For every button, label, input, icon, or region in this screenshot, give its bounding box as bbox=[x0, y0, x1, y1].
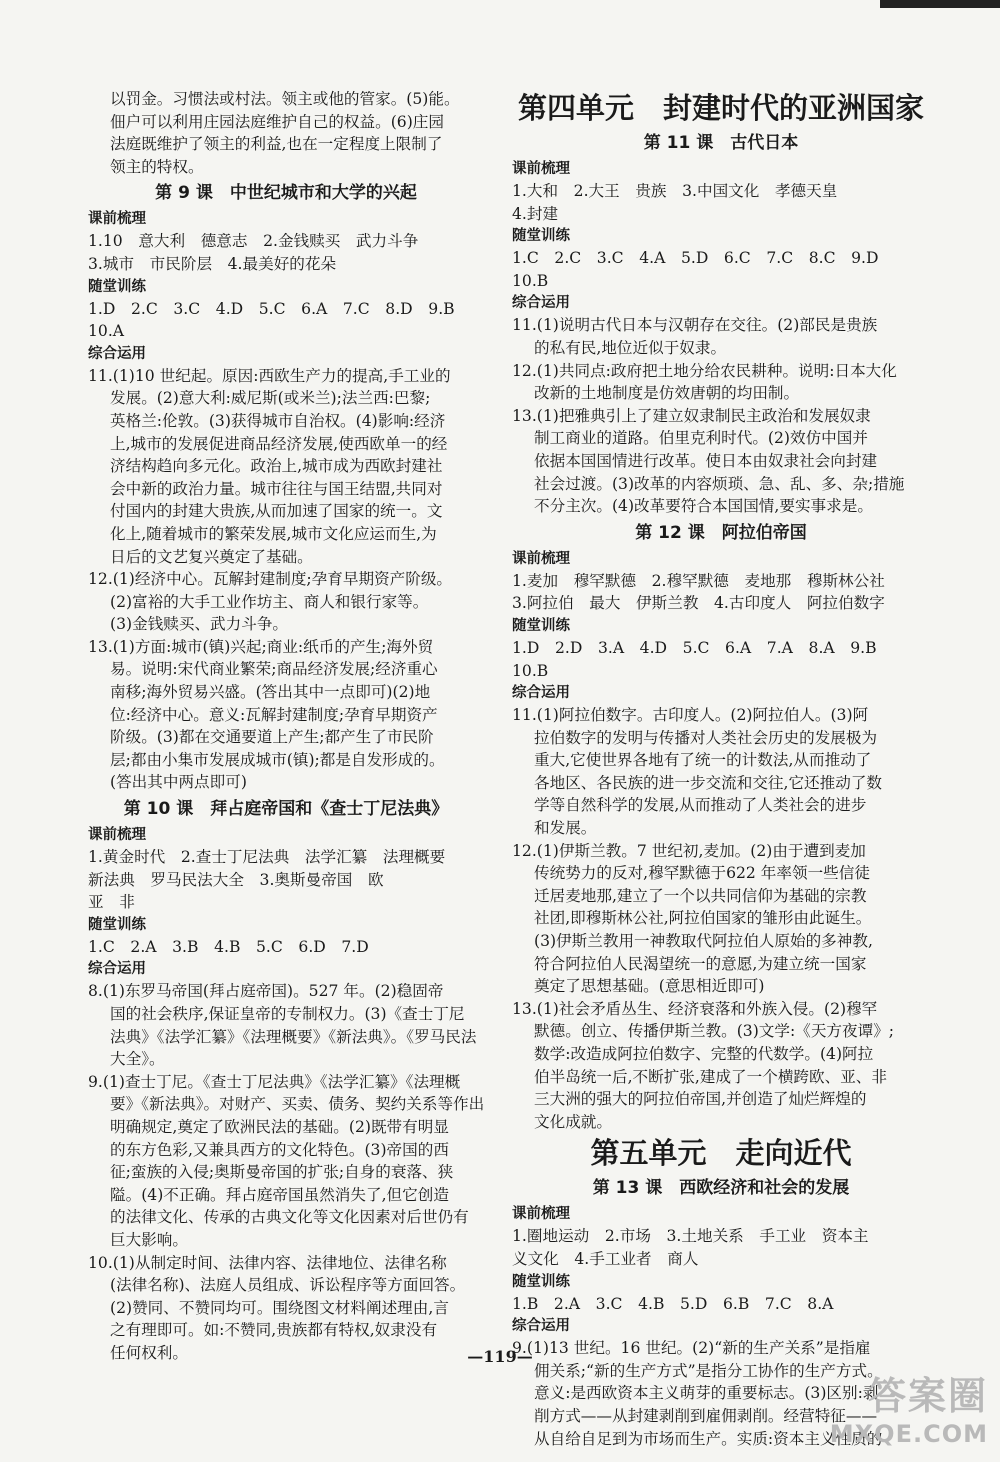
answer-line: 依据本国国情进行改革。使日本由奴隶社会向封建 bbox=[534, 451, 878, 470]
answer-line: 法庭既维护了领主的利益,也在一定程度上限制了 bbox=[110, 135, 443, 154]
answer-line: 默德。创立、传播伊斯兰教。(3)文学:《天方夜谭》; bbox=[534, 1022, 895, 1041]
answer-line: 1.麦加 穆罕默德 2.穆罕默德 麦地那 穆斯林公社 bbox=[512, 571, 885, 590]
answer-line: 11.(1)阿拉伯数字。古印度人。(2)阿拉伯人。(3)阿 bbox=[512, 706, 869, 725]
answer-line: 不分主次。(4)改革要符合本国国情,要实事求是。 bbox=[534, 497, 873, 516]
answer-line: 1.B 2.A 3.C 4.B 5.D 6.B 7.C 8.A bbox=[512, 1294, 834, 1313]
watermark-url: MXQE.COM bbox=[829, 1420, 988, 1448]
answer-line: 易。说明:宋代商业繁荣;商品经济发展;经济重心 bbox=[110, 660, 438, 679]
answer-line: 的法律文化、传承的古典文化等文化因素对后世仍有 bbox=[110, 1208, 469, 1227]
answer-line: 1.大和 2.大王 贵族 3.中国文化 孝德天皇 bbox=[512, 182, 838, 200]
answer-line: 拉伯数字的发明与传播对人类社会历史的发展极为 bbox=[534, 728, 878, 747]
answer-line: 英格兰:伦敦。(3)获得城市自治权。(4)影响:经济 bbox=[110, 411, 446, 430]
answer-line: 削方式——从封建剥削到雇佣剥削。经营特征—— bbox=[534, 1406, 878, 1425]
answer-line: 数学:改造成阿拉伯数字、完整的代数学。(4)阿拉 bbox=[534, 1045, 874, 1063]
section-heading: 课前梳理 bbox=[512, 550, 570, 567]
answer-line: 隘。(4)不正确。拜占庭帝国虽然消失了,但它创造 bbox=[110, 1185, 449, 1204]
answer-line: (法律名称)、法庭人员组成、诉讼程序等方面回答。 bbox=[110, 1276, 466, 1295]
answer-line: 1.圈地运动 2.市场 3.土地关系 手工业 资本主 bbox=[512, 1227, 869, 1246]
answer-line: 层;都由小集市发展成城市(镇);都是自发形成的。 bbox=[110, 750, 445, 769]
answer-line: 10.(1)从制定时间、法律内容、法律地位、法律名称 bbox=[88, 1253, 447, 1272]
answer-line: 亚 非 bbox=[88, 893, 135, 912]
answer-line: 三大洲的强大的阿拉伯帝国,并创造了灿烂辉煌的 bbox=[534, 1090, 867, 1109]
answer-line: 改新的土地制度是仿效唐朝的均田制。 bbox=[534, 384, 800, 403]
answer-line: 法典》《法学汇纂》《法理概要》《新法典》。《罗马民法 bbox=[110, 1027, 477, 1046]
answer-line: 3.阿拉伯 最大 伊斯兰教 4.古印度人 阿拉伯数字 bbox=[512, 594, 885, 613]
section-heading: 课前梳理 bbox=[88, 827, 146, 844]
answer-line: 13.(1)方面:城市(镇)兴起;商业:纸币的产生;海外贸 bbox=[88, 637, 434, 656]
answer-line: 1.10 意大利 德意志 2.金钱赎买 武力斗争 bbox=[88, 232, 419, 251]
answer-line: 9.(1)查士丁尼。《查士丁尼法典》《法学汇纂》《法理概 bbox=[88, 1072, 461, 1091]
unit-title: 第五单元 走向近代 bbox=[590, 1136, 852, 1171]
watermark-logo-text: 答案圈 bbox=[867, 1374, 988, 1418]
answer-line: 12.(1)伊斯兰教。7 世纪初,麦加。(2)由于遭到麦加 bbox=[512, 841, 866, 860]
answer-line: 巨大影响。 bbox=[110, 1230, 188, 1249]
answer-line: 大全》。 bbox=[110, 1050, 165, 1069]
answer-line: 化上,随着城市的繁荣发展,城市文化应运而生,为 bbox=[110, 524, 437, 543]
section-heading: 随堂训练 bbox=[512, 617, 570, 634]
answer-line: 制工商业的道路。伯里克利时代。(2)效仿中国并 bbox=[534, 429, 868, 448]
answer-line: 10.B bbox=[512, 271, 549, 290]
answer-line: 伯半岛统一后,不断扩张,建成了一个横跨欧、亚、非 bbox=[534, 1067, 887, 1086]
answer-line: 之有理即可。如:不赞同,贵族都有特权,奴隶没有 bbox=[110, 1321, 438, 1340]
answer-line: 从自给自足到为市场而生产。实质:资本主义性质的 bbox=[534, 1429, 883, 1448]
answer-line: 各地区、各民族的进一步交流和交往,它还推动了数 bbox=[534, 773, 883, 792]
answer-line: 重大,它使世界各地有了统一的计数法,从而推动了 bbox=[534, 751, 872, 770]
section-heading: 课前梳理 bbox=[512, 161, 570, 177]
answer-line: 佃户可以利用庄园法庭维护自己的权益。(6)庄园 bbox=[110, 112, 444, 131]
lesson-title: 第 13 课 西欧经济和社会的发展 bbox=[592, 1178, 850, 1199]
section-heading: 随堂训练 bbox=[512, 228, 570, 245]
answer-line: 1.C 2.A 3.B 4.B 5.C 6.D 7.D bbox=[88, 937, 369, 956]
section-heading: 综合运用 bbox=[88, 961, 146, 978]
watermark bbox=[788, 1365, 988, 1448]
answer-line: (3)金钱赎买、武力斗争。 bbox=[110, 615, 289, 634]
answer-line: 传统势力的反对,穆罕默德于622 年率领一些信徒 bbox=[534, 864, 870, 883]
top-edge-bar bbox=[880, 0, 1000, 8]
answer-line: (3)伊斯兰教用一神教取代阿拉伯人原始的多神教, bbox=[534, 932, 873, 951]
section-heading: 随堂训练 bbox=[512, 1273, 570, 1290]
answer-line: 12.(1)经济中心。瓦解封建制度;孕育早期资产阶级。 bbox=[88, 570, 453, 589]
answer-line: 佣关系;“新的生产方式”是指分工协作的生产方式。 bbox=[534, 1361, 883, 1380]
answer-line: 国的社会秩序,保证皇帝的专制权力。(3)《查士丁尼 bbox=[110, 1005, 465, 1023]
answer-line: 义文化 4.手工业者 商人 bbox=[512, 1249, 699, 1268]
answer-line: 学等自然科学的发展,从而推动了人类社会的进步 bbox=[534, 796, 867, 815]
answer-line: (2)富裕的大手工业作坊主、商人和银行家等。 bbox=[110, 592, 429, 611]
answer-line: 发展。(2)意大利:威尼斯(或米兰);法兰西:巴黎; bbox=[110, 389, 431, 408]
answer-line: 11.(1)10 世纪起。原因:西欧生产力的提高,手工业的 bbox=[88, 366, 451, 385]
lesson-title: 第 9 课 中世纪城市和大学的兴起 bbox=[155, 183, 417, 204]
answer-line: 新法典 罗马民法大全 3.奥斯曼帝国 欧 bbox=[88, 870, 384, 889]
answer-line: 迁居麦地那,建立了一个以共同信仰为基础的宗教 bbox=[534, 886, 867, 905]
unit-title: 第四单元 封建时代的亚洲国家 bbox=[517, 91, 924, 125]
answer-line: 11.(1)说明古代日本与汉朝存在交往。(2)部民是贵族 bbox=[512, 316, 878, 335]
section-heading: 综合运用 bbox=[512, 685, 570, 702]
answer-line: 意义:是西欧资本主义萌芽的重要标志。(3)区别:剥 bbox=[534, 1384, 879, 1403]
left-column bbox=[88, 88, 484, 1365]
answer-line: 1.D 2.D 3.A 4.D 5.C 6.A 7.A 8.A 9.B bbox=[512, 638, 877, 657]
right-column bbox=[512, 88, 930, 1450]
answer-line: (2)赞同、不赞同均可。围绕图文材料阐述理由,言 bbox=[110, 1298, 449, 1317]
answer-line: 的东方色彩,又兼具西方的文化特色。(3)帝国的西 bbox=[110, 1140, 449, 1159]
section-heading: 随堂训练 bbox=[88, 278, 146, 295]
answer-line: 1.C 2.C 3.C 4.A 5.D 6.C 7.C 8.C 9.D bbox=[512, 249, 879, 268]
lesson-title: 第 12 课 阿拉伯帝国 bbox=[635, 522, 807, 543]
answer-line: 13.(1)社会矛盾丛生、经济衰落和外族入侵。(2)穆罕 bbox=[512, 999, 878, 1018]
answer-line: 10.A bbox=[88, 322, 125, 341]
answer-line: 和发展。 bbox=[534, 819, 597, 838]
answer-line: 1.黄金时代 2.查士丁尼法典 法学汇纂 法理概要 bbox=[88, 848, 446, 867]
answer-line: 位:经济中心。意义:瓦解封建制度;孕育早期资产 bbox=[110, 705, 438, 724]
answer-line: 要》《新法典》。对财产、买卖、债务、契约关系等作出 bbox=[110, 1095, 484, 1114]
lesson-title: 第 11 课 古代日本 bbox=[643, 133, 799, 153]
answer-line: (答出其中两点即可) bbox=[110, 773, 247, 792]
answer-line: 的私有民,地位近似于奴隶。 bbox=[534, 338, 727, 357]
page-number: —119— bbox=[467, 1347, 533, 1366]
answer-line: 10.B bbox=[512, 661, 549, 680]
answer-line: 征;蛮族的入侵;奥斯曼帝国的扩张;自身的衰落、狭 bbox=[110, 1163, 454, 1182]
answer-line: 奠定了思想基础。(意思相近即可) bbox=[534, 977, 765, 996]
answer-line: 社会过渡。(3)改革的内容烦琐、急、乱、多、杂;措施 bbox=[534, 474, 905, 493]
answer-line: 13.(1)把雅典引上了建立奴隶制民主政治和发展奴隶 bbox=[512, 406, 871, 425]
answer-line: 南移;海外贸易兴盛。(答出其中一点即可)(2)地 bbox=[110, 683, 431, 702]
answer-line: 4.封建 bbox=[512, 204, 559, 223]
answer-line: 领主的特权。 bbox=[110, 157, 204, 176]
answer-line: 明确规定,奠定了欧洲民法的基础。(2)既带有明显 bbox=[110, 1117, 449, 1136]
section-heading: 综合运用 bbox=[512, 1318, 570, 1335]
answer-line: 上,城市的发展促进商品经济发展,使西欧单一的经 bbox=[110, 434, 448, 453]
answer-line: 社团,即穆斯林公社,阿拉伯国家的雏形由此诞生。 bbox=[534, 909, 872, 928]
answer-line: 以罚金。习惯法或村法。领主或他的管家。(5)能。 bbox=[110, 90, 460, 108]
answer-line: 日后的文艺复兴奠定了基础。 bbox=[110, 547, 313, 566]
answer-line: 1.D 2.C 3.C 4.D 5.C 6.A 7.C 8.D 9.B bbox=[88, 299, 455, 318]
section-heading: 随堂训练 bbox=[88, 916, 146, 933]
section-heading: 课前梳理 bbox=[512, 1206, 570, 1223]
section-heading: 课前梳理 bbox=[88, 211, 146, 228]
answer-line: 3.城市 市民阶层 4.最美好的花朵 bbox=[88, 254, 337, 273]
answer-line: 任何权利。 bbox=[110, 1343, 188, 1362]
answer-line: 付国内的封建大贵族,从而加速了国家的统一。文 bbox=[110, 502, 443, 521]
answer-line: 阶级。(3)都在交通要道上产生;都产生了市民阶 bbox=[110, 728, 434, 747]
answer-line: 符合阿拉伯人民渴望统一的意愿,为建立统一国家 bbox=[534, 954, 867, 973]
answer-line: 会中新的政治力量。城市往往与国王结盟,共同对 bbox=[110, 479, 443, 498]
answer-line: 9.(1)13 世纪。16 世纪。(2)“新的生产关系”是指雇 bbox=[512, 1339, 871, 1358]
answer-line: 文化成就。 bbox=[534, 1112, 612, 1131]
answer-line: 济结构趋向多元化。政治上,城市成为西欧封建社 bbox=[110, 457, 443, 476]
lesson-title: 第 10 课 拜占庭帝国和《查士丁尼法典》 bbox=[123, 799, 449, 820]
answer-line: 12.(1)共同点:政府把土地分给农民耕种。说明:日本大化 bbox=[512, 361, 897, 380]
section-heading: 综合运用 bbox=[512, 295, 570, 312]
answer-line: 8.(1)东罗马帝国(拜占庭帝国)。527 年。(2)稳固帝 bbox=[88, 982, 444, 1001]
section-heading: 综合运用 bbox=[88, 345, 146, 362]
